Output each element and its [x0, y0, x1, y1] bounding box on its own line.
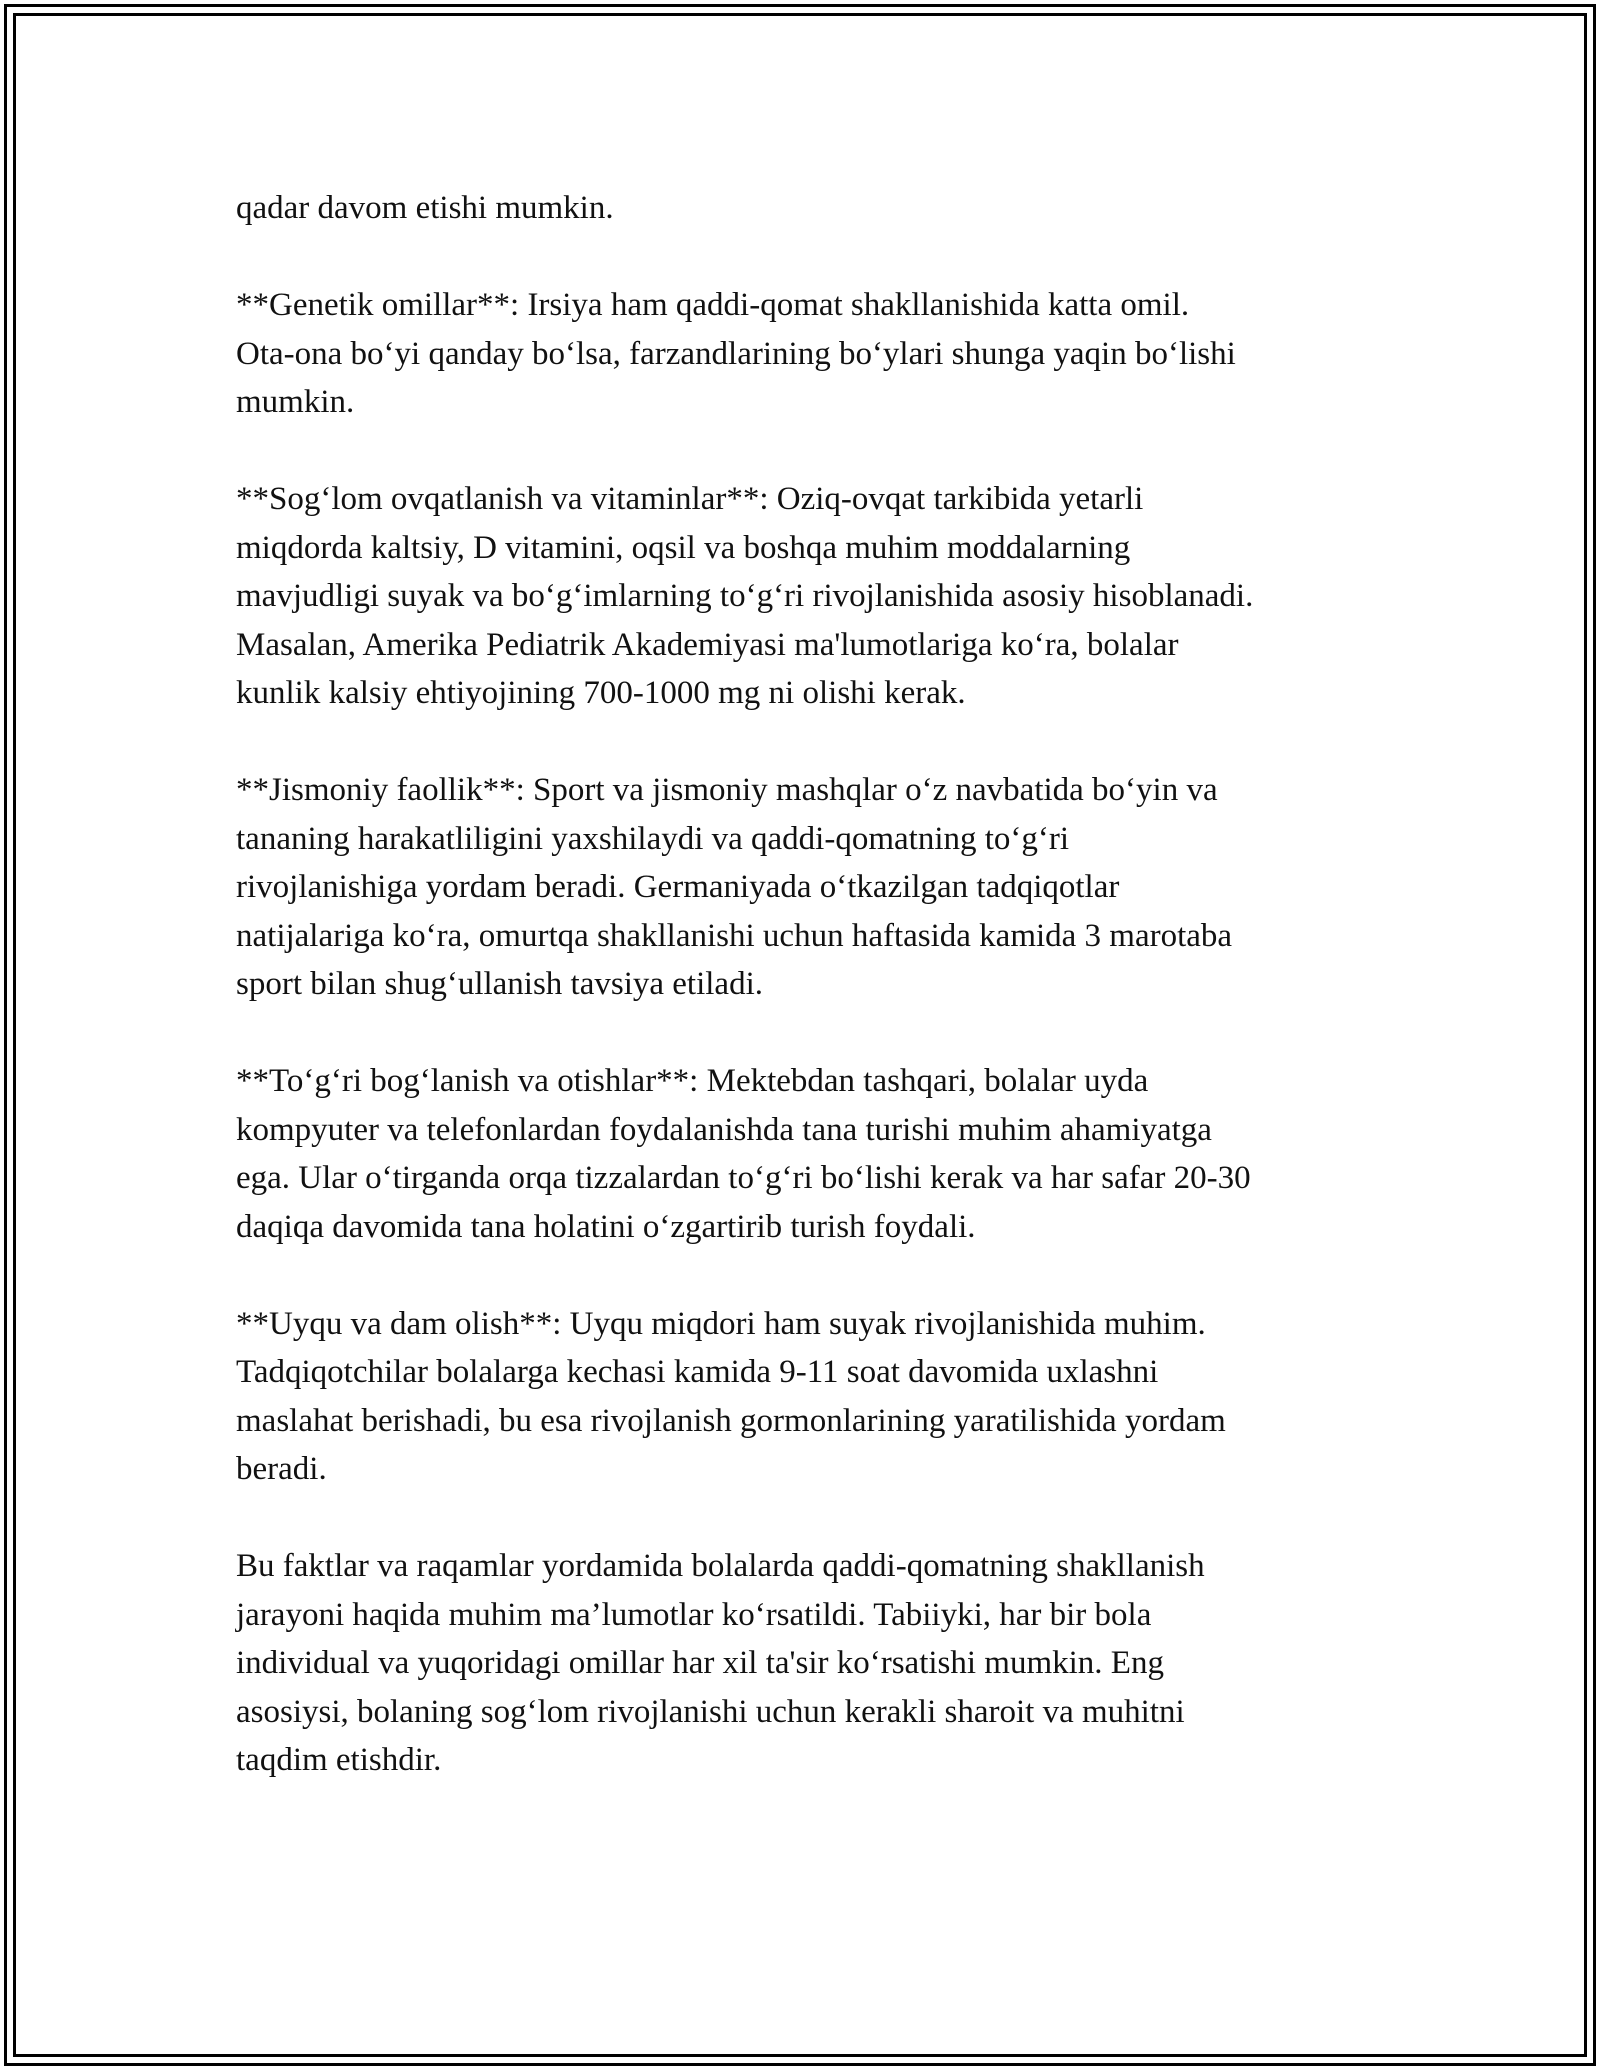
paragraph-genetic-factors: **Genetik omillar**: Irsiya ham qaddi-qomat shakllanishida katta omil. Ota-ona bo‘yi qanday bo‘lsa, farzandlarining bo‘ylari shunga yaqin bo‘lishi mumkin. [236, 287, 1236, 420]
paragraph-physical-activity: **Jismoniy faollik**: Sport va jismoniy mashqlar o‘z navbatida bo‘yin va tananing harakatliligini yaxshilaydi va qaddi-qomatning to‘g‘ri rivojlanishiga yordam beradi. Germaniyada o‘tkazilgan tadqiqotlar natijalariga ko‘ra, omurtqa shakllanishi uchun haftasida kamida 3 marotaba sport bilan shug‘ullanish tavsiya etiladi. [236, 772, 1233, 1002]
document-body [236, 184, 1396, 1833]
paragraph-nutrition-vitamins: **Sog‘lom ovqatlanish va vitaminlar**: Oziq-ovqat tarkibida yetarli miqdorda kaltsiy, D vitamini, oqsil va boshqa muhim moddalarning mavjudligi suyak va bo‘g‘imlarning to‘g‘ri rivojlanishida asosiy hisoblanadi. Masalan, Amerika Pediatrik Akademiyasi ma'lumotlariga ko‘ra, bolalar kunlik kalsiy ehtiyojining 700-1000 mg ni olishi kerak. [236, 481, 1254, 711]
paragraph-correct-posture: **To‘g‘ri bog‘lanish va otishlar**: Mektebdan tashqari, bolalar uyda kompyuter va telefonlardan foydalanishda tana turishi muhim ahamiyatga ega. Ular o‘tirganda orqa tizzalardan to‘g‘ri bo‘lishi kerak va har safar 20-30 daqiqa davomida tana holatini o‘zgartirib turish foydali. [236, 1063, 1251, 1245]
paragraph-continuation: qadar davom etishi mumkin. [236, 190, 614, 226]
paragraph-sleep-rest: **Uyqu va dam olish**: Uyqu miqdori ham suyak rivojlanishida muhim. Tadqiqotchilar bolalarga kechasi kamida 9-11 soat davomida uxlashni maslahat berishadi, bu esa rivojlanish gormonlarining yaratilishida yordam beradi. [236, 1305, 1226, 1487]
paragraph-conclusion: Bu faktlar va raqamlar yordamida bolalarda qaddi-qomatning shakllanish jarayoni haqida muhim ma’lumotlar ko‘rsatildi. Tabiiyki, har bir bola individual va yuqoridagi omillar har xil ta'sir ko‘rsatishi mumkin. Eng asosiysi, bolaning sog‘lom rivojlanishi uchun kerakli sharoit va muhitni taqdim etishdir. [236, 1548, 1205, 1778]
